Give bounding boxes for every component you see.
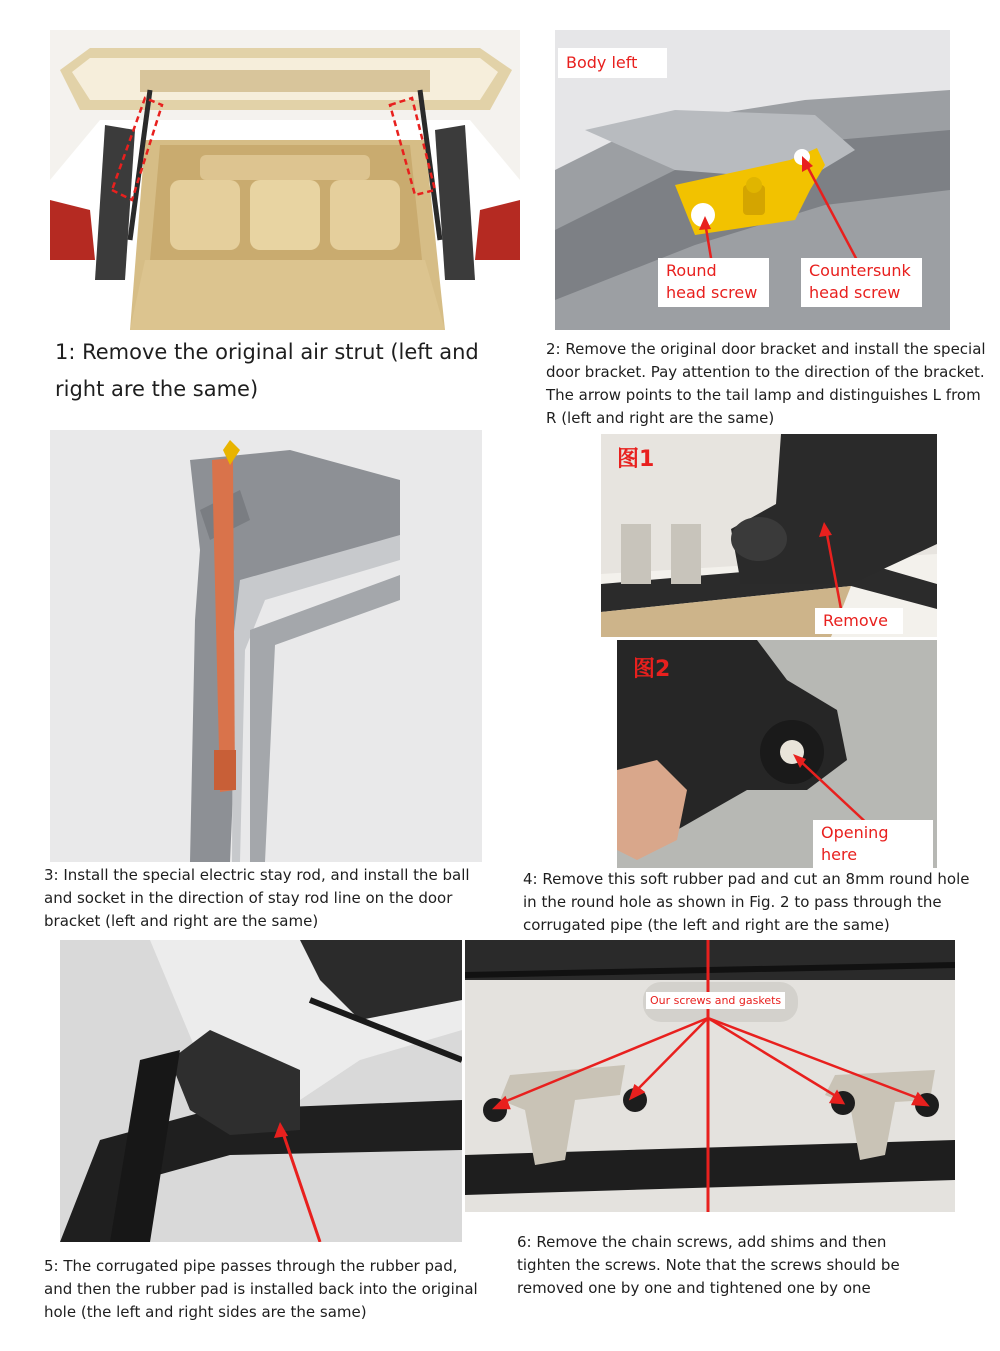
photo-rear-hatch <box>50 30 520 330</box>
photo-corrugated-pipe <box>60 940 462 1242</box>
step-3-caption: 3: Install the special electric stay rod, and install the ball and socket in the direction of stay rod line on the door bracket (left and right are the same) <box>44 866 470 930</box>
corrugated-pipe-illustration <box>60 940 462 1242</box>
step-6-caption: 6: Remove the chain screws, add shims and then tighten the screws. Note that the screws should be removed one by one and tightened one by one <box>517 1233 900 1297</box>
label-screws-gaskets: Our screws and gaskets <box>646 992 785 1009</box>
label-remove: Remove <box>815 608 903 634</box>
label-fig2: 图2 <box>633 657 671 682</box>
suv-rear-illustration <box>50 30 520 330</box>
step-2-caption: 2: Remove the original door bracket and install the special door bracket. Pay attention to the direction of the bracket. The arrow points to the tail lamp and distinguishes L from R (left and right are the same) <box>546 340 986 427</box>
label-opening-here: Opening here <box>813 820 933 868</box>
label-countersunk-screw: Countersunk head screw <box>801 258 922 307</box>
label-round-head-screw: Round head screw <box>658 258 769 307</box>
hinge-screws-illustration <box>465 940 955 1212</box>
photo-hinge-screws <box>465 940 955 1212</box>
photo-door-bracket-cad <box>555 30 950 330</box>
label-body-left: Body left <box>558 48 667 78</box>
label-fig1: 图1 <box>617 447 655 472</box>
step-4-caption: 4: Remove this soft rubber pad and cut an 8mm round hole in the round hole as shown in Fig. 2 to pass through the corrugated pipe (the left and right are the same) <box>523 870 970 934</box>
photo-rubber-pad-fig1 <box>601 434 937 637</box>
photo-rubber-pad-fig2 <box>617 640 937 868</box>
step-5-caption: 5: The corrugated pipe passes through the rubber pad, and then the rubber pad is installed back into the original hole (the left and right sides are the same) <box>44 1257 478 1321</box>
photo-electric-stay-rod-cad <box>50 430 482 862</box>
step-1-caption: 1: Remove the original air strut (left and right are the same) <box>55 340 479 401</box>
stay-rod-illustration <box>50 430 482 862</box>
